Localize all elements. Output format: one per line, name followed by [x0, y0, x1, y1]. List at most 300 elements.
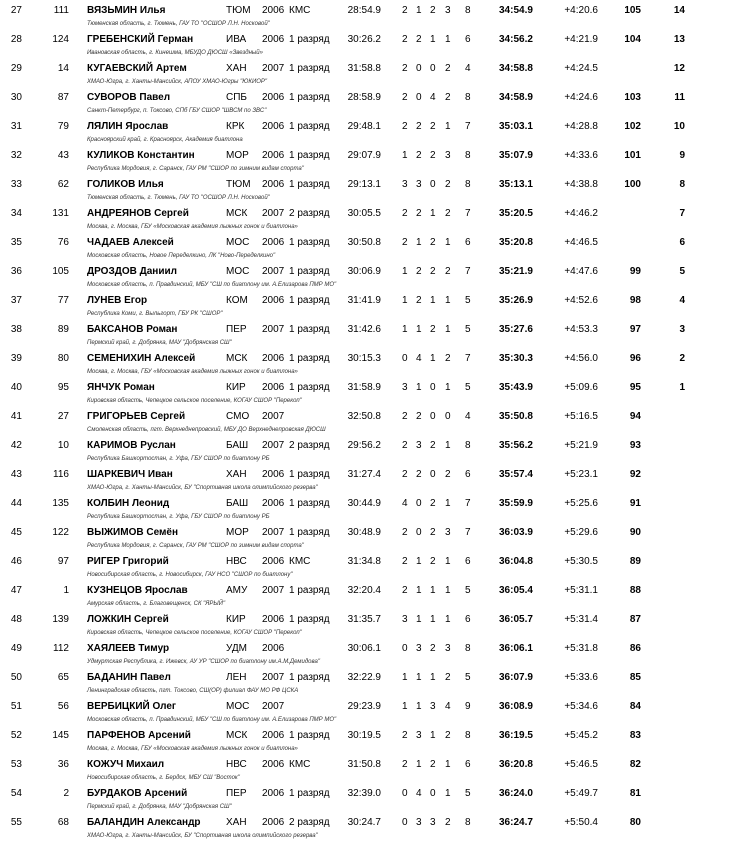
ski-time: 30:24.7	[347, 817, 381, 828]
table-row	[0, 667, 750, 696]
organization: Москва, г. Москва, ГБУ «Московская академия лыжных гонок и биатлона»	[87, 746, 298, 752]
birth-year: 2006	[262, 92, 285, 103]
organization: Республика Мордовия, г. Саранск, ГАУ РМ "СШОР по зимним видам спорта"	[87, 543, 304, 549]
rating-points: 82	[629, 759, 641, 770]
penalty-total: 6	[465, 556, 471, 567]
table-row	[0, 754, 750, 783]
athlete-name: БАКСАНОВ Роман	[87, 324, 178, 335]
organization: Москва, г. Москва, ГБУ «Московская академия лыжных гонок и биатлона»	[87, 224, 298, 230]
place: 51	[10, 701, 22, 712]
ski-time: 31:34.8	[347, 556, 381, 567]
shooting-4: 2	[445, 730, 451, 741]
bib-number: 95	[57, 382, 69, 393]
birth-year: 2006	[262, 34, 285, 45]
ski-time: 30:15.3	[347, 353, 381, 364]
region-code: МСК	[226, 208, 248, 219]
shooting-1: 2	[402, 440, 408, 451]
region-code: МОС	[226, 266, 250, 277]
bib-number: 111	[53, 5, 69, 16]
bib-number: 145	[52, 730, 69, 741]
shooting-3: 2	[430, 266, 436, 277]
organization: Тюменская область, г. Тюмень, ГАУ ТО "ОСШОР Л.Н. Носковой"	[87, 21, 270, 27]
place: 28	[10, 34, 22, 45]
ski-time: 29:13.1	[347, 179, 381, 190]
bib-number: 124	[52, 34, 69, 45]
birth-year: 2006	[262, 498, 285, 509]
shooting-3: 0	[430, 179, 436, 190]
athlete-name: ГОЛИКОВ Илья	[87, 179, 164, 190]
time-gap: +4:24.6	[564, 92, 598, 103]
sport-rank: 1 разряд	[289, 92, 330, 103]
final-time: 35:27.6	[499, 324, 533, 335]
athlete-name: КОЛБИН Леонид	[87, 498, 170, 509]
shooting-4: 1	[445, 121, 451, 132]
birth-year: 2006	[262, 179, 285, 190]
bib-number: 65	[57, 672, 69, 683]
shooting-3: 1	[430, 672, 436, 683]
shooting-1: 3	[402, 179, 408, 190]
region-code: МСК	[226, 730, 248, 741]
shooting-2: 0	[416, 527, 422, 538]
birth-year: 2007	[262, 672, 285, 683]
shooting-2: 1	[416, 672, 422, 683]
cup-points: 3	[679, 324, 685, 335]
sport-rank: 2 разряд	[289, 817, 330, 828]
final-time: 35:20.5	[499, 208, 533, 219]
bib-number: 97	[57, 556, 69, 567]
region-code: СМО	[226, 411, 250, 422]
athlete-name: БУРДАКОВ Арсений	[87, 788, 188, 799]
shooting-2: 2	[416, 150, 422, 161]
final-time: 36:20.8	[499, 759, 533, 770]
region-code: МОР	[226, 150, 249, 161]
cup-points: 4	[679, 295, 685, 306]
place: 54	[10, 788, 22, 799]
cup-points: 11	[674, 92, 685, 103]
table-row	[0, 522, 750, 551]
shooting-2: 1	[416, 556, 422, 567]
table-row	[0, 145, 750, 174]
shooting-3: 2	[430, 121, 436, 132]
organization: Республика Коми, г. Выльгорт, ГБУ РК "СШОР"	[87, 311, 223, 317]
sport-rank: КМС	[289, 759, 311, 770]
sport-rank: 1 разряд	[289, 237, 330, 248]
sport-rank: 1 разряд	[289, 730, 330, 741]
bib-number: 87	[57, 92, 69, 103]
athlete-name: ПАРФЕНОВ Арсений	[87, 730, 191, 741]
birth-year: 2006	[262, 614, 285, 625]
time-gap: +4:24.5	[564, 63, 598, 74]
region-code: БАШ	[226, 440, 249, 451]
birth-year: 2006	[262, 295, 285, 306]
ski-time: 30:48.9	[347, 527, 381, 538]
time-gap: +5:25.6	[564, 498, 598, 509]
cup-points: 2	[679, 353, 685, 364]
place: 35	[10, 237, 22, 248]
place: 43	[10, 469, 22, 480]
shooting-4: 2	[445, 469, 451, 480]
table-row	[0, 696, 750, 725]
shooting-4: 2	[445, 63, 451, 74]
sport-rank: 1 разряд	[289, 353, 330, 364]
final-time: 34:58.8	[499, 63, 533, 74]
shooting-4: 2	[445, 672, 451, 683]
shooting-4: 1	[445, 759, 451, 770]
time-gap: +5:49.7	[564, 788, 598, 799]
shooting-4: 3	[445, 5, 451, 16]
birth-year: 2007	[262, 63, 285, 74]
penalty-total: 6	[465, 469, 471, 480]
cup-points: 5	[679, 266, 685, 277]
shooting-1: 3	[402, 382, 408, 393]
final-time: 35:56.2	[499, 440, 533, 451]
place: 40	[10, 382, 22, 393]
time-gap: +5:31.4	[564, 614, 598, 625]
time-gap: +4:38.8	[564, 179, 598, 190]
ski-time: 31:58.9	[347, 382, 381, 393]
bib-number: 43	[57, 150, 69, 161]
penalty-total: 7	[465, 266, 471, 277]
rating-points: 81	[629, 788, 641, 799]
region-code: НВС	[226, 556, 247, 567]
time-gap: +4:20.6	[564, 5, 598, 16]
shooting-4: 1	[445, 34, 451, 45]
sport-rank: 1 разряд	[289, 150, 330, 161]
final-time: 35:26.9	[499, 295, 533, 306]
penalty-total: 7	[465, 498, 471, 509]
place: 52	[10, 730, 22, 741]
organization: Амурская область, г. Благовещенск, СК "ЯРЫЙ"	[87, 601, 226, 607]
final-time: 34:56.2	[499, 34, 533, 45]
shooting-1: 1	[402, 672, 408, 683]
sport-rank: 2 разряд	[289, 440, 330, 451]
bib-number: 89	[57, 324, 69, 335]
table-row	[0, 609, 750, 638]
time-gap: +5:46.5	[564, 759, 598, 770]
shooting-3: 0	[430, 382, 436, 393]
organization: Московская область, п. Правдинский, МБУ "СШ по биатлону им. А.Елизарова ПМР МО"	[87, 282, 337, 288]
shooting-3: 2	[430, 498, 436, 509]
table-row	[0, 783, 750, 812]
athlete-name: ЯНЧУК Роман	[87, 382, 155, 393]
ski-time: 32:39.0	[347, 788, 381, 799]
shooting-1: 4	[402, 498, 408, 509]
shooting-3: 1	[430, 614, 436, 625]
rating-points: 99	[629, 266, 641, 277]
region-code: КИР	[226, 382, 246, 393]
bib-number: 2	[63, 788, 69, 799]
final-time: 35:30.3	[499, 353, 533, 364]
organization: Новосибирская область, г. Бердск, МБУ СШ "Восток"	[87, 775, 240, 781]
shooting-2: 3	[416, 440, 422, 451]
shooting-1: 1	[402, 324, 408, 335]
bib-number: 62	[57, 179, 69, 190]
region-code: КРК	[226, 121, 245, 132]
rating-points: 80	[629, 817, 641, 828]
ski-time: 31:50.8	[347, 759, 381, 770]
shooting-2: 2	[416, 208, 422, 219]
region-code: КОМ	[226, 295, 248, 306]
birth-year: 2006	[262, 353, 285, 364]
organization: Новосибирская область, г. Новосибирск, ГАУ НСО "СШОР по биатлону"	[87, 572, 293, 578]
ski-time: 31:35.7	[347, 614, 381, 625]
shooting-3: 1	[430, 585, 436, 596]
place: 38	[10, 324, 22, 335]
ski-time: 30:50.8	[347, 237, 381, 248]
athlete-name: ШАРКЕВИЧ Иван	[87, 469, 173, 480]
athlete-name: СУВОРОВ Павел	[87, 92, 171, 103]
shooting-2: 2	[416, 469, 422, 480]
final-time: 35:21.9	[499, 266, 533, 277]
organization: Кировская область, Чепецкое сельское поселение, КОГАУ СШОР "Перекоп"	[87, 398, 302, 404]
shooting-1: 0	[402, 353, 408, 364]
ski-time: 29:56.2	[347, 440, 381, 451]
time-gap: +4:33.6	[564, 150, 598, 161]
birth-year: 2006	[262, 382, 285, 393]
table-row	[0, 435, 750, 464]
rating-points: 102	[624, 121, 641, 132]
birth-year: 2007	[262, 208, 285, 219]
region-code: УДМ	[226, 643, 248, 654]
final-time: 35:59.9	[499, 498, 533, 509]
bib-number: 122	[52, 527, 69, 538]
shooting-3: 1	[430, 34, 436, 45]
athlete-name: СЕМЕНИХИН Алексей	[87, 353, 196, 364]
place: 46	[10, 556, 22, 567]
penalty-total: 8	[465, 5, 471, 16]
athlete-name: ЛЯЛИН Ярослав	[87, 121, 169, 132]
bib-number: 77	[57, 295, 69, 306]
table-row	[0, 203, 750, 232]
organization: Санкт-Петербург, п. Токсово, СПб ГБУ СШОР "ШВСМ по ЗВС"	[87, 108, 267, 114]
sport-rank: 1 разряд	[289, 788, 330, 799]
table-row	[0, 725, 750, 754]
place: 50	[10, 672, 22, 683]
time-gap: +5:21.9	[564, 440, 598, 451]
place: 39	[10, 353, 22, 364]
ski-time: 30:19.5	[347, 730, 381, 741]
time-gap: +5:33.6	[564, 672, 598, 683]
bib-number: 36	[57, 759, 69, 770]
shooting-1: 0	[402, 788, 408, 799]
final-time: 36:24.0	[499, 788, 533, 799]
ski-time: 30:05.5	[347, 208, 381, 219]
sport-rank: 1 разряд	[289, 527, 330, 538]
table-row	[0, 174, 750, 203]
athlete-name: КУЛИКОВ Константин	[87, 150, 195, 161]
place: 48	[10, 614, 22, 625]
rating-points: 94	[629, 411, 641, 422]
cup-points: 13	[673, 34, 685, 45]
penalty-total: 5	[465, 324, 471, 335]
birth-year: 2006	[262, 237, 285, 248]
region-code: МОС	[226, 701, 250, 712]
shooting-3: 2	[430, 527, 436, 538]
cup-points: 14	[673, 5, 685, 16]
shooting-3: 2	[430, 556, 436, 567]
shooting-4: 0	[445, 411, 451, 422]
ski-time: 32:50.8	[347, 411, 381, 422]
athlete-name: ЛОЖКИН Сергей	[87, 614, 169, 625]
rating-points: 96	[629, 353, 641, 364]
bib-number: 56	[57, 701, 69, 712]
shooting-1: 2	[402, 556, 408, 567]
final-time: 36:06.1	[499, 643, 533, 654]
shooting-4: 1	[445, 788, 451, 799]
rating-points: 97	[629, 324, 641, 335]
place: 44	[10, 498, 22, 509]
cup-points: 9	[679, 150, 685, 161]
organization: Кировская область, Чепецкое сельское поселение, КОГАУ СШОР "Перекоп"	[87, 630, 302, 636]
organization: ХМАО-Югра, г. Ханты-Мансийск, АПОУ ХМАО-Югры "ЮКИОР"	[87, 79, 268, 85]
shooting-3: 3	[430, 701, 436, 712]
region-code: БАШ	[226, 498, 249, 509]
shooting-3: 2	[430, 759, 436, 770]
rating-points: 93	[629, 440, 641, 451]
rating-points: 90	[629, 527, 641, 538]
final-time: 36:05.7	[499, 614, 533, 625]
time-gap: +4:21.9	[564, 34, 598, 45]
ski-time: 30:06.1	[347, 643, 381, 654]
penalty-total: 5	[465, 672, 471, 683]
shooting-3: 2	[430, 440, 436, 451]
place: 42	[10, 440, 22, 451]
shooting-4: 1	[445, 498, 451, 509]
table-row	[0, 580, 750, 609]
final-time: 35:03.1	[499, 121, 533, 132]
shooting-1: 1	[402, 295, 408, 306]
sport-rank: 1 разряд	[289, 266, 330, 277]
table-row	[0, 87, 750, 116]
penalty-total: 4	[465, 411, 471, 422]
birth-year: 2007	[262, 324, 285, 335]
sport-rank: 1 разряд	[289, 614, 330, 625]
final-time: 35:13.1	[499, 179, 533, 190]
table-row	[0, 319, 750, 348]
ski-time: 31:27.4	[347, 469, 381, 480]
shooting-1: 2	[402, 759, 408, 770]
bib-number: 80	[57, 353, 69, 364]
shooting-2: 2	[416, 34, 422, 45]
time-gap: +5:23.1	[564, 469, 598, 480]
shooting-4: 1	[445, 295, 451, 306]
region-code: ТЮМ	[226, 179, 251, 190]
birth-year: 2007	[262, 527, 285, 538]
shooting-1: 0	[402, 817, 408, 828]
sport-rank: КМС	[289, 5, 311, 16]
cup-points: 7	[679, 208, 685, 219]
time-gap: +4:56.0	[564, 353, 598, 364]
shooting-3: 0	[430, 788, 436, 799]
sport-rank: 1 разряд	[289, 469, 330, 480]
rating-points: 86	[629, 643, 641, 654]
time-gap: +4:46.2	[564, 208, 598, 219]
penalty-total: 6	[465, 237, 471, 248]
shooting-2: 3	[416, 730, 422, 741]
shooting-1: 2	[402, 730, 408, 741]
athlete-name: ЧАДАЕВ Алексей	[87, 237, 174, 248]
time-gap: +5:30.5	[564, 556, 598, 567]
shooting-2: 2	[416, 295, 422, 306]
shooting-2: 3	[416, 643, 422, 654]
organization: ХМАО-Югра, г. Ханты-Мансийск, БУ "Спортивная школа олимпийского резерва"	[87, 485, 318, 491]
organization: Ивановская область, г. Кинешма, МБУДО ДЮСШ «Звездный»	[87, 50, 263, 56]
organization: Смоленская область, пгт. Верхнеднепровский, МБУ ДО Верхнеднепровская ДЮСШ	[87, 427, 326, 433]
shooting-3: 1	[430, 208, 436, 219]
birth-year: 2006	[262, 817, 285, 828]
table-row	[0, 464, 750, 493]
penalty-total: 7	[465, 121, 471, 132]
time-gap: +5:34.6	[564, 701, 598, 712]
region-code: ХАН	[226, 817, 247, 828]
birth-year: 2006	[262, 121, 285, 132]
region-code: АМУ	[226, 585, 248, 596]
penalty-total: 8	[465, 92, 471, 103]
shooting-2: 2	[416, 411, 422, 422]
time-gap: +5:16.5	[564, 411, 598, 422]
place: 36	[10, 266, 22, 277]
birth-year: 2007	[262, 411, 285, 422]
final-time: 34:58.9	[499, 92, 533, 103]
athlete-name: ВЕРБИЦКИЙ Олег	[87, 701, 177, 712]
shooting-4: 1	[445, 237, 451, 248]
cup-points: 6	[679, 237, 685, 248]
shooting-2: 1	[416, 324, 422, 335]
region-code: МСК	[226, 353, 248, 364]
organization: Удмуртская Республика, г. Ижевск, АУ УР "СШОР по биатлону им.А.М.Демидова"	[87, 659, 320, 665]
bib-number: 135	[52, 498, 69, 509]
time-gap: +5:45.2	[564, 730, 598, 741]
penalty-total: 6	[465, 759, 471, 770]
shooting-2: 1	[416, 382, 422, 393]
athlete-name: КУЗНЕЦОВ Ярослав	[87, 585, 188, 596]
final-time: 35:50.8	[499, 411, 533, 422]
athlete-name: ВЫЖИМОВ Семён	[87, 527, 178, 538]
penalty-total: 7	[465, 527, 471, 538]
bib-number: 116	[53, 469, 69, 480]
final-time: 35:07.9	[499, 150, 533, 161]
final-time: 35:57.4	[499, 469, 533, 480]
bib-number: 105	[52, 266, 69, 277]
athlete-name: ГРЕБЕНСКИЙ Герман	[87, 34, 194, 45]
athlete-name: КАРИМОВ Руслан	[87, 440, 176, 451]
organization: Московская область, Новое Переделкино, ЛК "Ново-Переделкино"	[87, 253, 276, 259]
ski-time: 30:44.9	[347, 498, 381, 509]
region-code: ТЮМ	[226, 5, 251, 16]
place: 33	[10, 179, 22, 190]
rating-points: 101	[624, 150, 641, 161]
time-gap: +4:28.8	[564, 121, 598, 132]
shooting-1: 2	[402, 469, 408, 480]
table-row	[0, 58, 750, 87]
bib-number: 27	[57, 411, 69, 422]
athlete-name: ХАЯЛЕЕВ Тимур	[87, 643, 170, 654]
time-gap: +5:09.6	[564, 382, 598, 393]
sport-rank: 1 разряд	[289, 382, 330, 393]
final-time: 36:19.5	[499, 730, 533, 741]
bib-number: 112	[53, 643, 69, 654]
sport-rank: 1 разряд	[289, 121, 330, 132]
time-gap: +5:31.1	[564, 585, 598, 596]
rating-points: 100	[624, 179, 641, 190]
rating-points: 104	[624, 34, 641, 45]
athlete-name: ВЯЗЬМИН Илья	[87, 5, 166, 16]
shooting-2: 0	[416, 63, 422, 74]
shooting-2: 1	[416, 759, 422, 770]
sport-rank: 1 разряд	[289, 34, 330, 45]
rating-points: 85	[629, 672, 641, 683]
shooting-2: 3	[416, 817, 422, 828]
